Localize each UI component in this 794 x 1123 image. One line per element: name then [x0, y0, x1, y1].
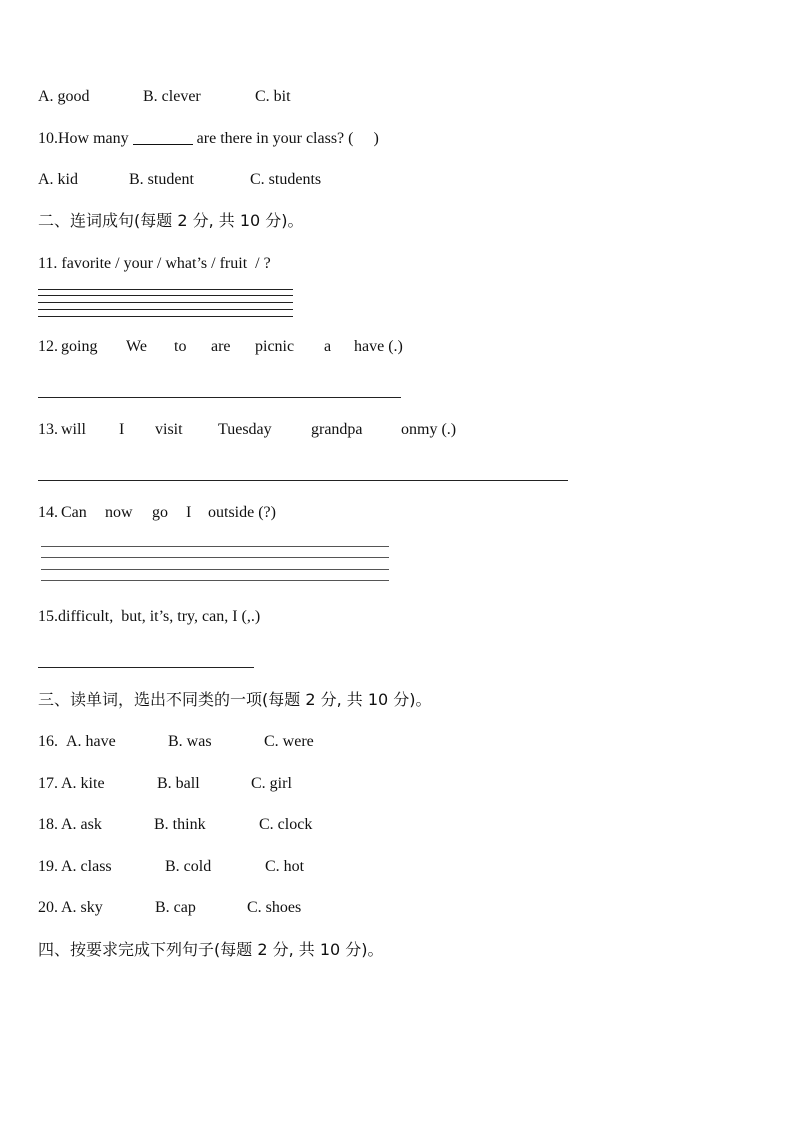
- q14-word: I: [186, 504, 192, 521]
- q12-word: are: [211, 338, 231, 355]
- q19-number: 19.: [38, 858, 58, 875]
- q18-option-b: B. think: [154, 816, 206, 833]
- answer-line: [41, 580, 389, 581]
- answer-line: [41, 557, 389, 558]
- q12-number: 12.: [38, 338, 58, 355]
- q17-option-b: B. ball: [157, 775, 200, 792]
- question-10: [38, 129, 379, 149]
- q12-word: a: [324, 338, 332, 355]
- q13-number: 13.: [38, 421, 58, 438]
- q12-word: have (.): [354, 338, 403, 355]
- q16-option-b: B. was: [168, 733, 212, 750]
- q18-number: 18.: [38, 816, 58, 833]
- q9-option-c: C. bit: [255, 88, 291, 105]
- q12-word: We: [126, 338, 147, 355]
- question-11: 11. favorite / your / what’s / fruit / ?: [38, 255, 271, 272]
- q13-answer-line: [38, 480, 568, 481]
- q14-word: outside (?): [208, 504, 276, 521]
- q16-number: 16.: [38, 733, 58, 750]
- q13-word: grandpa: [311, 421, 363, 438]
- q17-number: 17.: [38, 775, 58, 792]
- q10-option-c: C. students: [250, 171, 322, 188]
- q13-word: will: [61, 421, 86, 438]
- q20-option-b: B. cap: [155, 899, 196, 916]
- q9-option-a: A. good: [38, 88, 90, 105]
- answer-line: [38, 295, 293, 296]
- section-4-heading: 四、按要求完成下列句子(每题 2 分, 共 10 分)。: [38, 940, 384, 959]
- q14-number: 14.: [38, 504, 58, 521]
- q13-word: visit: [155, 421, 183, 438]
- section-2-heading: 二、连词成句(每题 2 分, 共 10 分)。: [38, 211, 304, 230]
- q10-option-b: B. student: [129, 171, 194, 188]
- q10-text-before: How many: [58, 130, 133, 147]
- section-3-heading: 三、读单词，选出不同类的一项(每题 2 分, 共 10 分)。: [38, 690, 432, 709]
- q16-option-a: A. have: [66, 733, 116, 750]
- q13-word: onmy (.): [401, 421, 457, 438]
- q10-number: 10.: [38, 130, 58, 147]
- q16-option-c: C. were: [264, 733, 314, 750]
- q10-option-a: A. kid: [38, 171, 78, 188]
- q14-word: now: [105, 504, 133, 521]
- q12-answer-line: [38, 397, 401, 398]
- answer-line: [41, 546, 389, 547]
- q12-word: going: [61, 338, 98, 355]
- q20-option-c: C. shoes: [247, 899, 302, 916]
- q10-text-after: are there in your class? ( ): [192, 130, 379, 147]
- q13-word: I: [119, 421, 125, 438]
- q20-option-a: A. sky: [61, 899, 103, 916]
- q9-option-b: B. clever: [143, 88, 201, 105]
- answer-line: [38, 302, 293, 303]
- q12-word: picnic: [255, 338, 295, 355]
- q12-word: to: [174, 338, 187, 355]
- q18-option-c: C. clock: [259, 816, 313, 833]
- q17-option-c: C. girl: [251, 775, 292, 792]
- answer-line: [38, 309, 293, 310]
- q13-word: Tuesday: [218, 421, 272, 438]
- answer-line: [41, 569, 389, 570]
- q10-answer-blank: [133, 130, 193, 145]
- q20-number: 20.: [38, 899, 58, 916]
- question-15: 15.difficult, but, it’s, try, can, I (,.): [38, 608, 261, 625]
- q19-option-b: B. cold: [165, 858, 212, 875]
- q18-option-a: A. ask: [61, 816, 102, 833]
- q15-answer-line: [38, 667, 254, 668]
- q14-word: go: [152, 504, 168, 521]
- q14-word: Can: [61, 504, 87, 521]
- answer-line: [38, 289, 293, 290]
- answer-line: [38, 316, 293, 317]
- q17-option-a: A. kite: [61, 775, 105, 792]
- q19-option-a: A. class: [61, 858, 112, 875]
- q19-option-c: C. hot: [265, 858, 305, 875]
